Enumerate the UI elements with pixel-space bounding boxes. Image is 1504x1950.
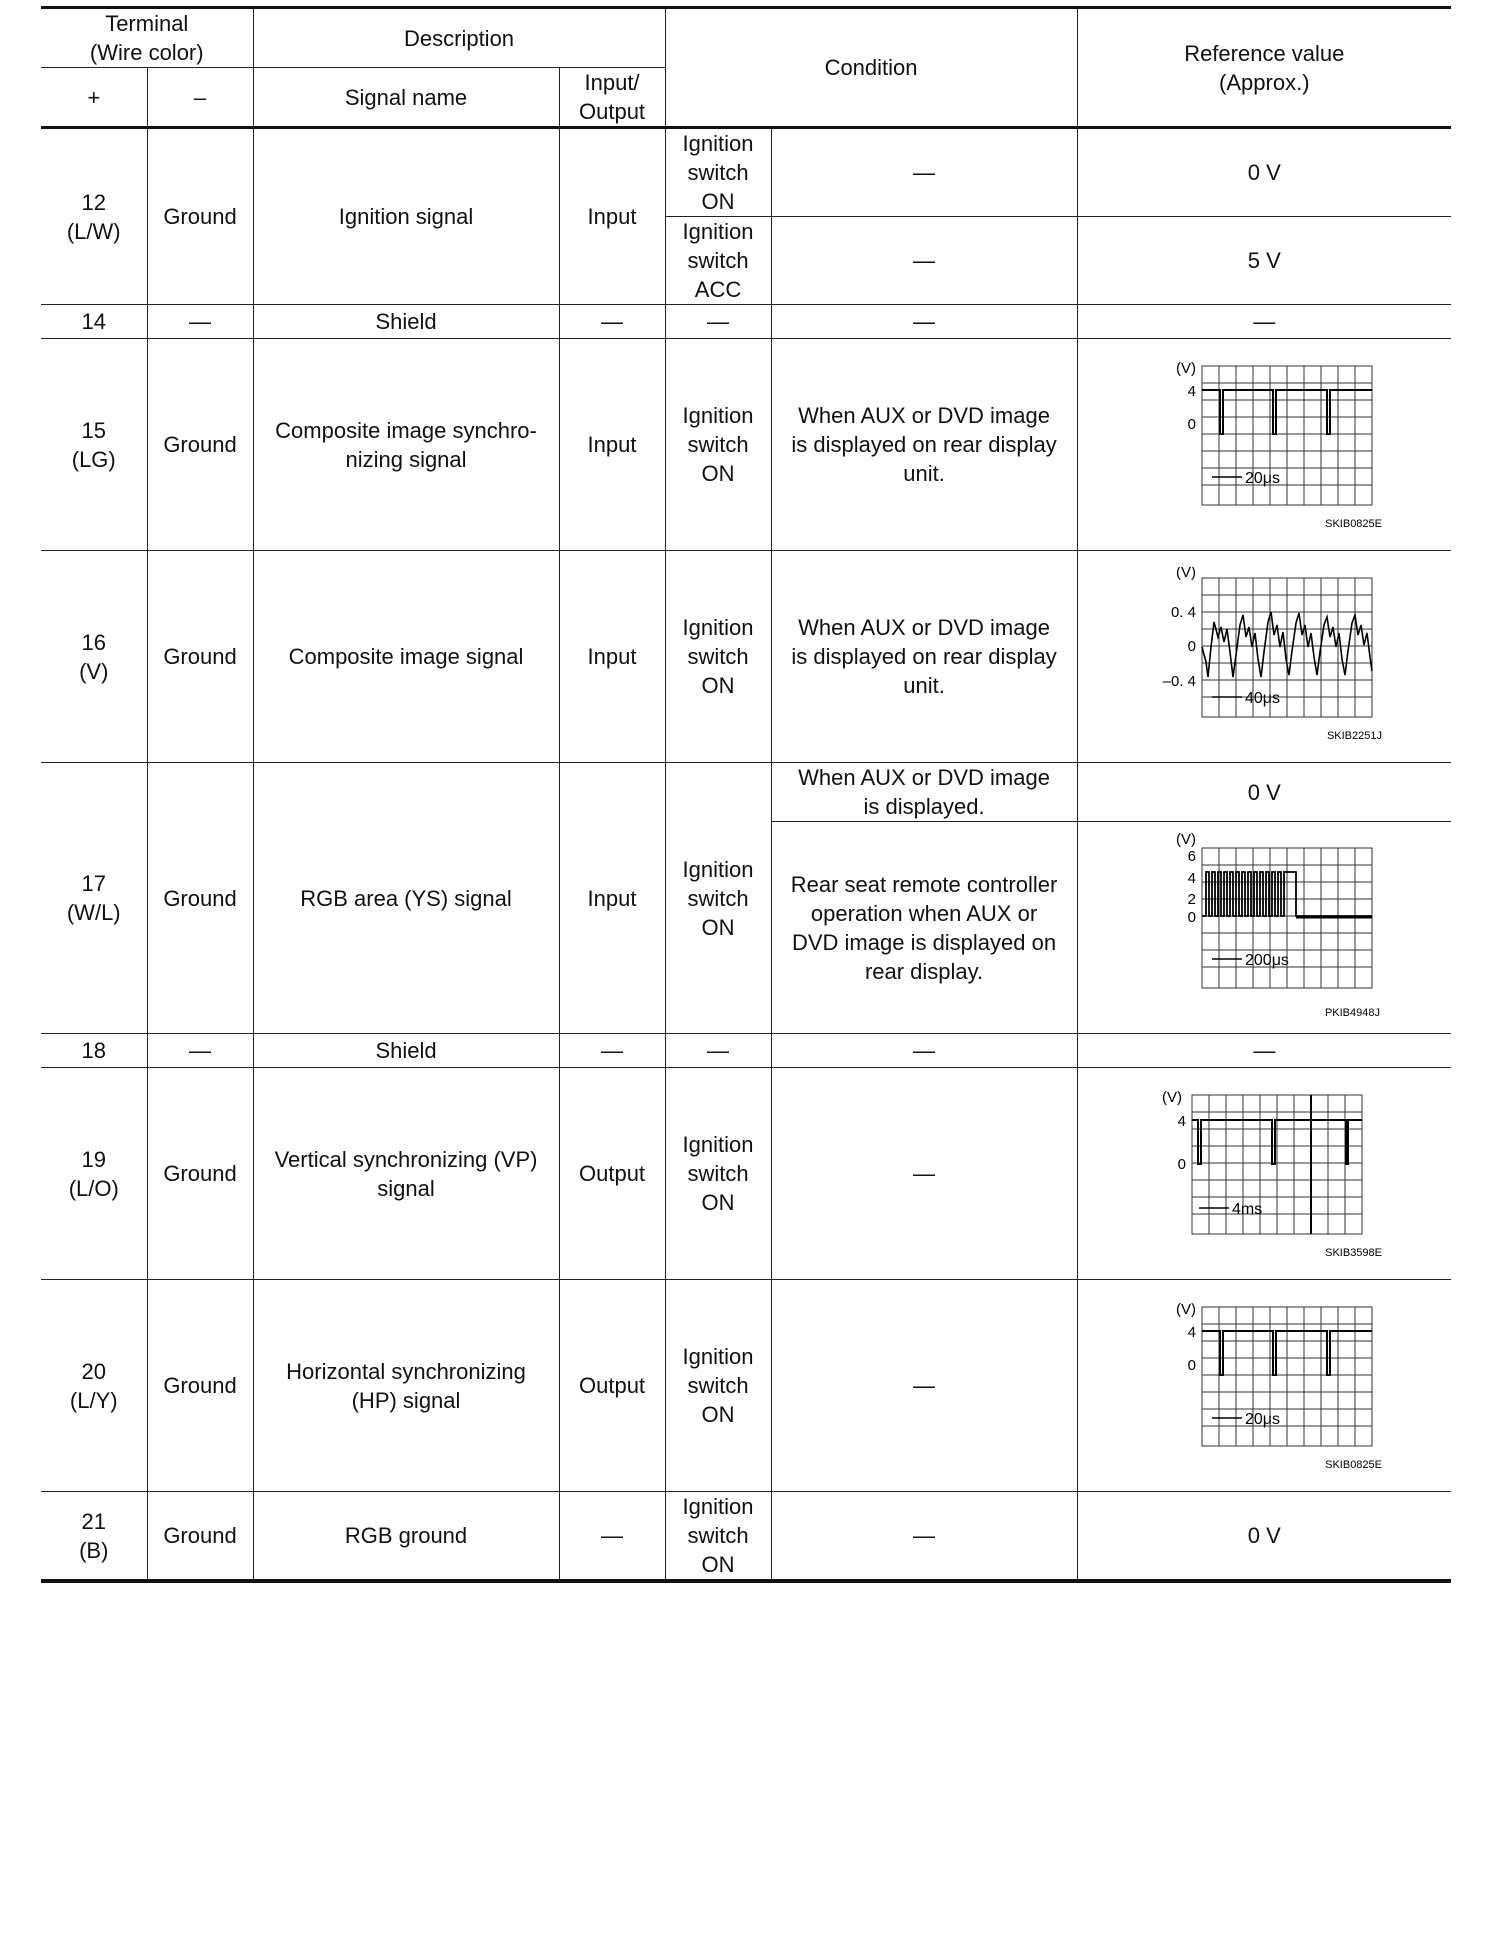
reference-cell — [1077, 1280, 1451, 1492]
waveform-time-label: 4ms — [1232, 1200, 1263, 1218]
header-description: Description — [253, 8, 665, 68]
waveform-code: SKIB2251J — [1327, 729, 1383, 742]
condition-cell: Ignition switch ON — [665, 339, 771, 551]
condition-cell: — — [665, 1034, 771, 1068]
waveform-tick-label: –0. 4 — [1162, 672, 1197, 690]
waveform-code: SKIB0825E — [1325, 1458, 1383, 1471]
condition-cell: Ignition switch ON — [665, 1068, 771, 1280]
waveform-17 — [1134, 828, 1394, 1028]
sub-condition-cell: — — [771, 1280, 1077, 1492]
waveform-grid — [1202, 578, 1372, 717]
io-cell: Output — [559, 1068, 665, 1280]
terminal-cell: 12 (L/W) — [41, 128, 147, 305]
terminal-reference-table — [41, 6, 1451, 1583]
sub-condition-cell: Rear seat remote controller operation when AUX or DVD image is displayed on rear display. — [771, 822, 1077, 1034]
waveform-tick-label: 4 — [1187, 1323, 1197, 1341]
waveform-time-label: 40μs — [1245, 689, 1281, 707]
reference-cell: 0 V — [1077, 1492, 1451, 1582]
sub-condition-cell: — — [771, 217, 1077, 305]
reference-cell: 5 V — [1077, 217, 1451, 305]
ground-cell: Ground — [147, 128, 253, 305]
reference-cell: 0 V — [1077, 763, 1451, 822]
sub-condition-cell: — — [771, 128, 1077, 217]
signal-name-cell: RGB ground — [253, 1492, 559, 1582]
terminal-cell: 17 (W/L) — [41, 763, 147, 1034]
ground-cell: Ground — [147, 551, 253, 763]
table-row — [41, 128, 1451, 217]
signal-name-cell: RGB area (YS) signal — [253, 763, 559, 1034]
waveform-unit: (V) — [1176, 359, 1197, 377]
waveform-code: SKIB3598E — [1325, 1246, 1383, 1259]
ground-cell: Ground — [147, 1068, 253, 1280]
condition-cell: — — [665, 305, 771, 339]
waveform-19 — [1134, 1084, 1394, 1264]
terminal-cell: 21 (B) — [41, 1492, 147, 1582]
sub-condition-cell: — — [771, 1068, 1077, 1280]
waveform-unit: (V) — [1176, 1300, 1197, 1318]
signal-name-cell: Composite image signal — [253, 551, 559, 763]
waveform-tick-label: 0 — [1187, 1356, 1197, 1374]
waveform-20 — [1134, 1296, 1394, 1476]
signal-name-cell: Shield — [253, 305, 559, 339]
condition-cell: Ignition switch ACC — [665, 217, 771, 305]
table-row — [41, 551, 1451, 763]
waveform-tick-label: 4 — [1187, 869, 1197, 887]
table-row — [41, 305, 1451, 339]
reference-cell — [1077, 1068, 1451, 1280]
waveform-tick-label: 0 — [1187, 908, 1197, 926]
terminal-cell: 18 — [41, 1034, 147, 1068]
reference-cell — [1077, 551, 1451, 763]
terminal-cell: 15 (LG) — [41, 339, 147, 551]
header-terminal: Terminal (Wire color) — [41, 8, 253, 68]
ground-cell: Ground — [147, 763, 253, 1034]
waveform-grid — [1202, 366, 1372, 505]
table-row — [41, 763, 1451, 822]
io-cell: — — [559, 1492, 665, 1582]
header-condition: Condition — [665, 8, 1077, 128]
waveform-time-label: 200μs — [1245, 951, 1290, 969]
waveform-tick-label: 0 — [1187, 415, 1197, 433]
waveform-unit: (V) — [1176, 566, 1197, 581]
table-row — [41, 339, 1451, 551]
table-row — [41, 1492, 1451, 1582]
header-minus: – — [147, 68, 253, 128]
waveform-tick-label: 0. 4 — [1171, 603, 1197, 621]
signal-name-cell: Horizontal synchronizing (HP) signal — [253, 1280, 559, 1492]
sub-condition-cell: When AUX or DVD image is displayed on rear display unit. — [771, 339, 1077, 551]
waveform-grid — [1202, 1307, 1372, 1446]
waveform-tick-label: 4 — [1177, 1112, 1187, 1130]
terminal-cell: 19 (L/O) — [41, 1068, 147, 1280]
io-cell: Input — [559, 551, 665, 763]
io-cell: Output — [559, 1280, 665, 1492]
waveform-code: PKIB4948J — [1325, 1006, 1381, 1019]
waveform-tick-label: 4 — [1187, 382, 1197, 400]
condition-cell: Ignition switch ON — [665, 128, 771, 217]
waveform-code: SKIB0825E — [1325, 517, 1383, 530]
header-reference: Reference value (Approx.) — [1077, 8, 1451, 128]
waveform-time-label: 20μs — [1245, 469, 1281, 487]
reference-cell — [1077, 339, 1451, 551]
waveform-tick-label: 0 — [1177, 1155, 1187, 1173]
signal-name-cell: Composite image synchro- nizing signal — [253, 339, 559, 551]
ground-cell: — — [147, 1034, 253, 1068]
waveform-unit: (V) — [1176, 830, 1197, 848]
terminal-cell: 20 (L/Y) — [41, 1280, 147, 1492]
sub-condition-cell: When AUX or DVD image is displayed. — [771, 763, 1077, 822]
condition-cell: Ignition switch ON — [665, 1280, 771, 1492]
waveform-15 — [1134, 355, 1394, 535]
header-io: Input/ Output — [559, 68, 665, 128]
signal-name-cell: Ignition signal — [253, 128, 559, 305]
terminal-cell: 14 — [41, 305, 147, 339]
table-row — [41, 1068, 1451, 1280]
ground-cell: Ground — [147, 1492, 253, 1582]
ground-cell: Ground — [147, 339, 253, 551]
condition-cell: Ignition switch ON — [665, 763, 771, 1034]
reference-cell: 0 V — [1077, 128, 1451, 217]
io-cell: Input — [559, 128, 665, 305]
io-cell: Input — [559, 339, 665, 551]
waveform-grid — [1192, 1095, 1362, 1234]
terminal-cell: 16 (V) — [41, 551, 147, 763]
sub-condition-cell: When AUX or DVD image is displayed on rear display unit. — [771, 551, 1077, 763]
signal-name-cell: Vertical synchronizing (VP) signal — [253, 1068, 559, 1280]
sub-condition-cell: — — [771, 305, 1077, 339]
ground-cell: Ground — [147, 1280, 253, 1492]
reference-cell: — — [1077, 1034, 1451, 1068]
sub-condition-cell: — — [771, 1492, 1077, 1582]
waveform-tick-label: 0 — [1187, 637, 1197, 655]
sub-condition-cell: — — [771, 1034, 1077, 1068]
signal-name-cell: Shield — [253, 1034, 559, 1068]
table-row — [41, 1034, 1451, 1068]
waveform-unit: (V) — [1162, 1088, 1183, 1106]
io-cell: Input — [559, 763, 665, 1034]
waveform-tick-label: 2 — [1187, 890, 1197, 908]
ground-cell: — — [147, 305, 253, 339]
io-cell: — — [559, 1034, 665, 1068]
waveform-time-label: 20μs — [1245, 1410, 1281, 1428]
reference-cell — [1077, 822, 1451, 1034]
header-plus: + — [41, 68, 147, 128]
condition-cell: Ignition switch ON — [665, 1492, 771, 1582]
waveform-tick-label: 6 — [1187, 847, 1197, 865]
condition-cell: Ignition switch ON — [665, 551, 771, 763]
io-cell: — — [559, 305, 665, 339]
header-signal-name: Signal name — [253, 68, 559, 128]
reference-cell: — — [1077, 305, 1451, 339]
table-row — [41, 1280, 1451, 1492]
waveform-16 — [1134, 567, 1394, 747]
